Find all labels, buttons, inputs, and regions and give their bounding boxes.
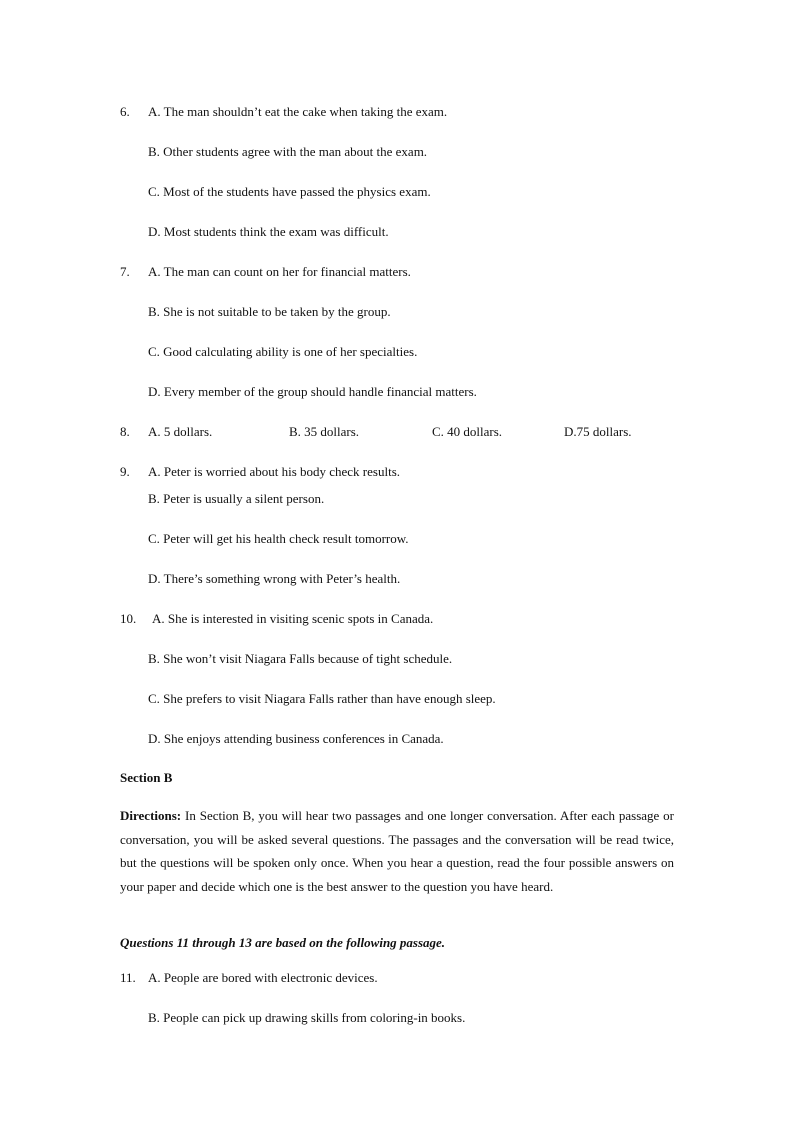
question-8-option-c: C. 40 dollars. (432, 424, 503, 439)
question-8-number: 8. (120, 424, 130, 439)
question-9-option-c: C. Peter will get his health check result tomorrow. (148, 531, 409, 546)
question-9-option-a: A. Peter is worried about his body check results. (148, 464, 401, 479)
question-10-option-b: B. She won’t visit Niagara Falls because of tight schedule. (148, 651, 453, 666)
section-b-heading: Section B (120, 770, 173, 785)
question-11-number: 11. (120, 970, 136, 985)
question-10-option-d: D. She enjoys attending business conferences in Canada. (148, 731, 444, 746)
directions-text: In Section B, you will hear two passages and one longer conversation. After each passage or conversation, you will be asked several questions. The passages and the conversation will be read twice, but the questions will be spoken only once. When you hear a question, read the four possible answers on your paper and decide which one is the best answer to the question you have heard. (120, 808, 675, 895)
question-8-option-d: D.75 dollars. (564, 424, 632, 439)
section-b-directions (120, 804, 674, 899)
question-9-option-b: B. Peter is usually a silent person. (148, 491, 325, 506)
question-6-option-c: C. Most of the students have passed the physics exam. (148, 184, 431, 199)
directions-label: Directions: (120, 808, 182, 823)
question-7-option-b: B. She is not suitable to be taken by the group. (148, 304, 391, 319)
question-8-option-b: B. 35 dollars. (289, 424, 360, 439)
question-7-option-a: A. The man can count on her for financial matters. (148, 264, 411, 279)
question-11-option-b: B. People can pick up drawing skills from coloring-in books. (148, 1010, 466, 1025)
question-8-option-a: A. 5 dollars. (148, 424, 213, 439)
question-7-option-c: C. Good calculating ability is one of her specialties. (148, 344, 418, 359)
question-6-option-a: A. The man shouldn’t eat the cake when taking the exam. (148, 104, 448, 119)
question-11-option-a: A. People are bored with electronic devices. (148, 970, 378, 985)
question-7-number: 7. (120, 264, 130, 279)
question-7-option-d: D. Every member of the group should handle financial matters. (148, 384, 477, 399)
question-6-option-d: D. Most students think the exam was difficult. (148, 224, 389, 239)
question-10-option-a: A. She is interested in visiting scenic spots in Canada. (152, 611, 434, 626)
question-10-number: 10. (120, 611, 137, 626)
question-10-option-c: C. She prefers to visit Niagara Falls rather than have enough sleep. (148, 691, 496, 706)
passage-intro: Questions 11 through 13 are based on the following passage. (120, 935, 446, 950)
question-9-number: 9. (120, 464, 130, 479)
question-6-option-b: B. Other students agree with the man about the exam. (148, 144, 428, 159)
question-6-number: 6. (120, 104, 130, 119)
question-9-option-d: D. There’s something wrong with Peter’s health. (148, 571, 401, 586)
